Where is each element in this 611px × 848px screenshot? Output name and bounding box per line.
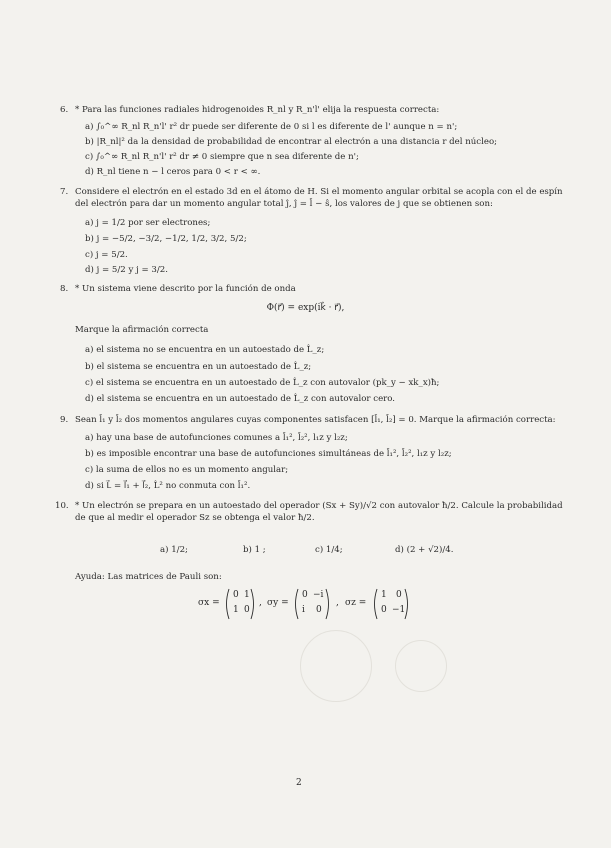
sigma-y-label: σy = — [267, 598, 289, 608]
q8-option-c: c) el sistema se encuentra en un autoestado de L̂_z con autovalor (pk_y − xk_x)ħ; — [85, 378, 440, 388]
sigma-z-22: −1 — [392, 605, 406, 615]
q7-number: 7. — [60, 187, 69, 197]
q10-hint: Ayuda: Las matrices de Pauli son: — [75, 572, 222, 582]
q6-option-b: b) |R_nl|² da la densidad de probabilidad de encontrar al electrón a una distancia r del núcleo; — [85, 137, 498, 147]
sigma-x-21: 1 — [233, 605, 239, 615]
q6-stem: * Para las funciones radiales hidrogenoides R_nl y R_n'l' elija la respuesta correcta: — [75, 105, 440, 115]
q9-option-c: c) la suma de ellos no es un momento angular; — [85, 465, 289, 475]
q7-option-d: d) j = 5/2 y j = 3/2. — [85, 265, 168, 275]
q10-option-c: c) 1/4; — [315, 545, 343, 555]
q9-stem: Sean l̂₁ y l̂₂ dos momentos angulares cuyas componentes satisfacen [l̂₁, l̂₂] = 0. Marque la afirmación correcta: — [75, 415, 556, 425]
q7-option-b: b) j = −5/2, −3/2, −1/2, 1/2, 3/2, 5/2; — [85, 234, 247, 244]
q9-option-a: a) hay una base de autofunciones comunes a l̂₁², l̂₂², l₁z y l₂z; — [85, 433, 348, 443]
sigma-z-12: 0 — [396, 590, 402, 600]
q7-stem-line2: del electrón para dar un momento angular total ĵ, ĵ = l̂ − ŝ, los valores de j que se obtienen son: — [75, 199, 493, 209]
sigma-y-11: 0 — [302, 590, 308, 600]
sigma-x-22: 0 — [244, 605, 250, 615]
q10-number: 10. — [55, 501, 69, 511]
q8-prompt: Marque la afirmación correcta — [75, 325, 209, 335]
sigma-y-22: 0 — [316, 605, 322, 615]
bleed-through-figure — [395, 640, 447, 692]
q10-option-b: b) 1 ; — [243, 545, 266, 555]
q8-number: 8. — [60, 284, 69, 294]
sigma-y-matrix — [292, 587, 332, 621]
q6-number: 6. — [60, 105, 69, 115]
sigma-y-comma: , — [336, 598, 339, 608]
q10-stem-line1: * Un electrón se prepara en un autoestado del operador (Sx + Sy)/√2 con autovalor ħ/2. Calcule la probabilidad — [75, 501, 563, 511]
sigma-z-11: 1 — [381, 590, 387, 600]
q8-option-d: d) el sistema se encuentra en un autoestado de L̂_z con autovalor cero. — [85, 394, 396, 404]
page-number: 2 — [296, 778, 302, 788]
sigma-z-21: 0 — [381, 605, 387, 615]
sigma-x-comma: , — [259, 598, 262, 608]
sigma-x-matrix — [223, 587, 257, 621]
sigma-y-12: −i — [313, 590, 324, 600]
sigma-z-matrix — [371, 587, 411, 621]
q10-option-d: d) (2 + √2)/4. — [395, 545, 454, 555]
q6-option-a: a) ∫₀^∞ R_nl R_n'l' r² dr puede ser diferente de 0 si l es diferente de l' aunque n = n'; — [85, 122, 458, 132]
q10-option-a: a) 1/2; — [160, 545, 188, 555]
sigma-x-12: 1 — [244, 590, 250, 600]
q6-option-c: c) ∫₀^∞ R_nl R_n'l' r² dr ≠ 0 siempre que n sea diferente de n'; — [85, 152, 359, 162]
bleed-through-figure — [300, 630, 372, 702]
q7-stem-line1: Considere el electrón en el estado 3d en el átomo de H. Si el momento angular orbital se acopla con el de espín — [75, 187, 563, 197]
q9-number: 9. — [60, 415, 69, 425]
q8-stem: * Un sistema viene descrito por la función de onda — [75, 284, 296, 294]
q7-option-c: c) j = 5/2. — [85, 250, 128, 260]
sigma-x-label: σx = — [198, 598, 220, 608]
q8-option-b: b) el sistema se encuentra en un autoestado de L̂_z; — [85, 362, 312, 372]
sigma-y-21: i — [302, 605, 305, 615]
q9-option-d: d) si L⃗ = l⃗₁ + l⃗₂, L̂² no conmuta con l̂₁². — [85, 481, 251, 491]
sigma-x-11: 0 — [233, 590, 239, 600]
q9-option-b: b) es imposible encontrar una base de autofunciones simultáneas de l̂₁², l̂₂², l₁z y l₂z; — [85, 449, 452, 459]
q6-option-d: d) R_nl tiene n − l ceros para 0 < r < ∞. — [85, 167, 261, 177]
q10-stem-line2: de que al medir el operador Sz se obtenga el valor ħ/2. — [75, 513, 315, 523]
q8-option-a: a) el sistema no se encuentra en un autoestado de L̂_z; — [85, 345, 325, 355]
sigma-z-label: σz = — [345, 598, 367, 608]
q8-equation: Φ(r⃗) = exp(ik⃗ · r⃗), — [266, 303, 345, 313]
q7-option-a: a) j = 1/2 por ser electrones; — [85, 218, 211, 228]
